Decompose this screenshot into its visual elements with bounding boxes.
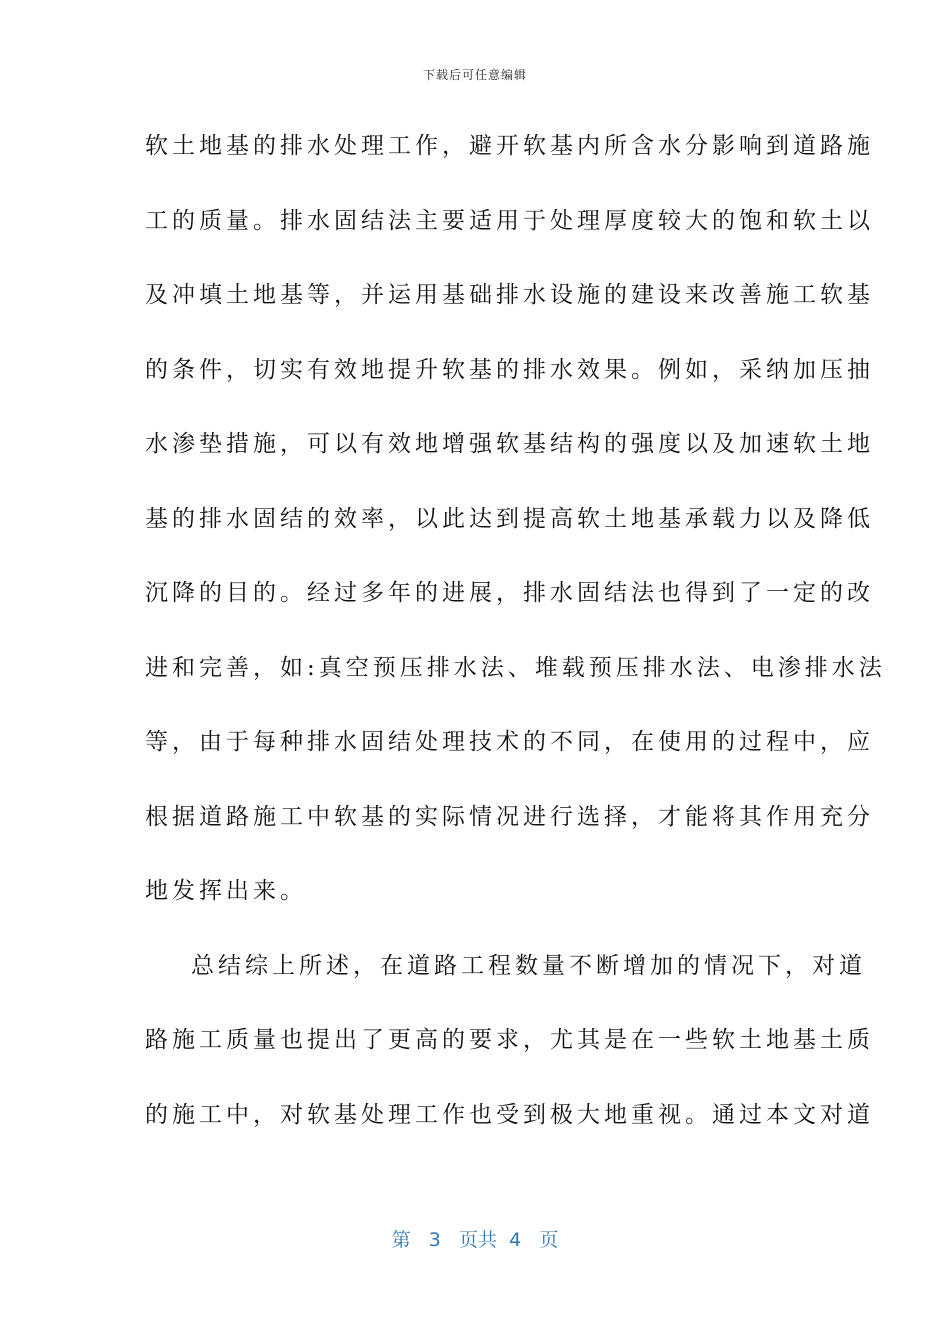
text-line: 基的排水固结的效率，以此达到提高软土地基承载力以及降低	[145, 505, 874, 532]
text-line: 进和完善，如:真空预压排水法、堆载预压排水法、电渗排水法	[145, 654, 886, 681]
footer-suffix: 页	[539, 1229, 559, 1251]
text-line: 根据道路施工中软基的实际情况进行选择，才能将其作用充分	[145, 803, 874, 830]
footer-middle: 页共	[459, 1229, 498, 1251]
total-pages-number: 4	[509, 1229, 522, 1251]
current-page-number: 3	[428, 1229, 441, 1251]
text-line: 的条件，切实有效地提升软基的排水效果。例如，采纳加压抽	[145, 356, 874, 383]
text-line: 等，由于每种排水固结处理技术的不同，在使用的过程中，应	[145, 729, 874, 755]
footer-prefix: 第	[391, 1229, 411, 1251]
paragraph-start-line: 总结综上所述，在道路工程数量不断增加的情况下，对道	[191, 952, 866, 979]
page-header: 下载后可任意编辑	[422, 68, 527, 82]
document-body	[145, 120, 886, 1163]
text-line: 水渗垫措施，可以有效地增强软基结构的强度以及加速软土地	[145, 431, 874, 457]
text-line: 地发挥出来。	[145, 878, 307, 904]
text-line: 工的质量。排水固结法主要适用于处理厚度较大的饱和软土以	[145, 207, 874, 234]
text-line: 路施工质量也提出了更高的要求，尤其是在一些软土地基土质	[145, 1027, 874, 1053]
text-line: 的施工中，对软基处理工作也受到极大地重视。通过本文对道	[145, 1101, 874, 1128]
text-line: 沉降的目的。经过多年的进展，排水固结法也得到了一定的改	[145, 580, 874, 606]
text-line: 及冲填土地基等，并运用基础排水设施的建设来改善施工软基	[145, 282, 874, 308]
page-number-footer	[0, 1225, 950, 1252]
text-line: 软土地基的排水处理工作，避开软基内所含水分影响到道路施	[145, 133, 874, 159]
